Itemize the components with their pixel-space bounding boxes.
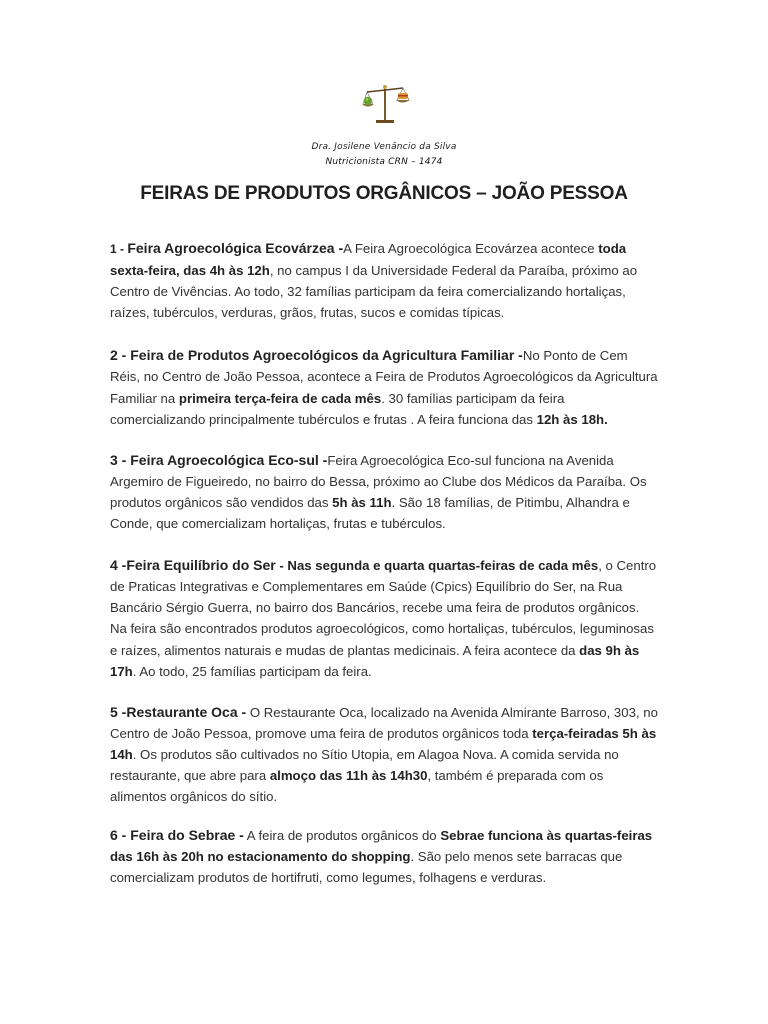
item-hours: das 9h às 17h — [110, 642, 640, 679]
item-text: . 30 famílias participam da feira comercializando principalmente tubérculos e frutas . A feira funciona das — [110, 390, 565, 427]
item-schedule: terça-feiradas 5h às 14h — [110, 725, 657, 762]
item-text: . São pelo menos sete barracas que comercializam produtos de hortifruti, como legumes, folhagens e verduras. — [110, 849, 623, 886]
item-text: , também é preparada com os alimentos orgânicos do sítio. — [110, 767, 604, 805]
author-name: Dra. Josilene Venâncio da Silva — [311, 142, 457, 152]
scale-with-fruit-logo — [359, 82, 411, 128]
item-text: , o Centro de Praticas Integrativas e Complementares em Saúde (Cpics) Equilíbrio do Ser, na Rua Bancário Sérgio Guerra, no bairro dos Bancários, recebe uma feira de produtos orgânicos. Na feira são encontrados produtos agroecológicos, como hortaliças, tubérculos, leguminosas e raízes, alimentos naturais e mudas de plantas medicinais. A feira acontece da — [110, 558, 657, 658]
item-text: Feira Agroecológica Eco-sul funciona na Avenida Argemiro de Figueiredo, no bairro do Bessa, próximo ao Clube dos Médicos da Paraíba. Os produtos orgânicos são vendidos das — [110, 452, 647, 510]
item-schedule: - Nas segunda e quarta quartas-feiras de cada mês — [275, 558, 599, 574]
item-schedule: toda sexta-feira, das 4h às 12h — [110, 241, 627, 279]
item-text: A Feira Agroecológica Ecovárzea acontece — [343, 241, 599, 256]
item-heading: 3 - Feira Agroecológica Eco-sul - — [110, 451, 328, 468]
item-heading: 2 - Feira de Produtos Agroecológicos da Agricultura Familiar - — [110, 347, 523, 364]
fair-item-6 — [110, 825, 658, 888]
item-text: O Restaurante Oca, localizado na Avenida Almirante Barroso, 303, no Centro de João Pessoa, promove uma feira de produtos orgânicos toda — [110, 704, 658, 741]
item-heading: 5 -Restaurante Oca - — [110, 703, 247, 720]
fair-item-5 — [110, 702, 658, 807]
item-schedule: Sebrae funciona às quartas-feiras das 16h às 20h no estacionamento do shopping — [110, 828, 653, 865]
item-hours: 5h às 11h — [332, 494, 392, 510]
item-text: A feira de produtos orgânicos do — [243, 828, 441, 844]
item-text: . São 18 famílias, de Pitimbu, Alhandra e Conde, que comercializam hortaliças, frutas e tubérculos. — [110, 494, 630, 532]
fair-item-2 — [110, 345, 658, 429]
item-heading: 1 - Feira Agroecológica Ecovárzea - — [110, 240, 344, 256]
item-text: . Ao todo, 25 famílias participam da feira. — [132, 663, 372, 679]
item-heading: 4 -Feira Equilíbrio do Ser — [110, 557, 276, 574]
item-hours: 12h às 18h. — [536, 411, 608, 427]
item-schedule: primeira terça-feira de cada mês — [178, 390, 382, 406]
document-body — [110, 238, 658, 910]
author-credential: Nutricionista CRN – 1474 — [325, 157, 443, 167]
item-text: No Ponto de Cem Réis, no Centro de João Pessoa, acontece a Feira de Produtos Agroecológicos da Agricultura Familiar na — [110, 348, 658, 406]
page-title: FEIRAS DE PRODUTOS ORGÂNICOS – JOÃO PESSOA — [140, 183, 628, 204]
item-text: . Os produtos são cultivados no Sítio Utopia, em Alagoa Nova. A comida servida no restaurante, que abre para — [110, 746, 619, 783]
fair-item-3 — [110, 450, 658, 534]
fair-item-1 — [110, 238, 658, 323]
item-hours: almoço das 11h às 14h30 — [269, 767, 428, 783]
item-text: , no campus I da Universidade Federal da Paraíba, próximo ao Centro de Vivências. Ao todo, 32 famílias participam da feira comercializando hortaliças, raízes, tubérculos, verduras, grãos, frutas, sucos e comidas típicas. — [110, 263, 638, 321]
item-heading: 6 - Feira do Sebrae - — [110, 827, 244, 844]
fair-item-4 — [110, 555, 658, 682]
